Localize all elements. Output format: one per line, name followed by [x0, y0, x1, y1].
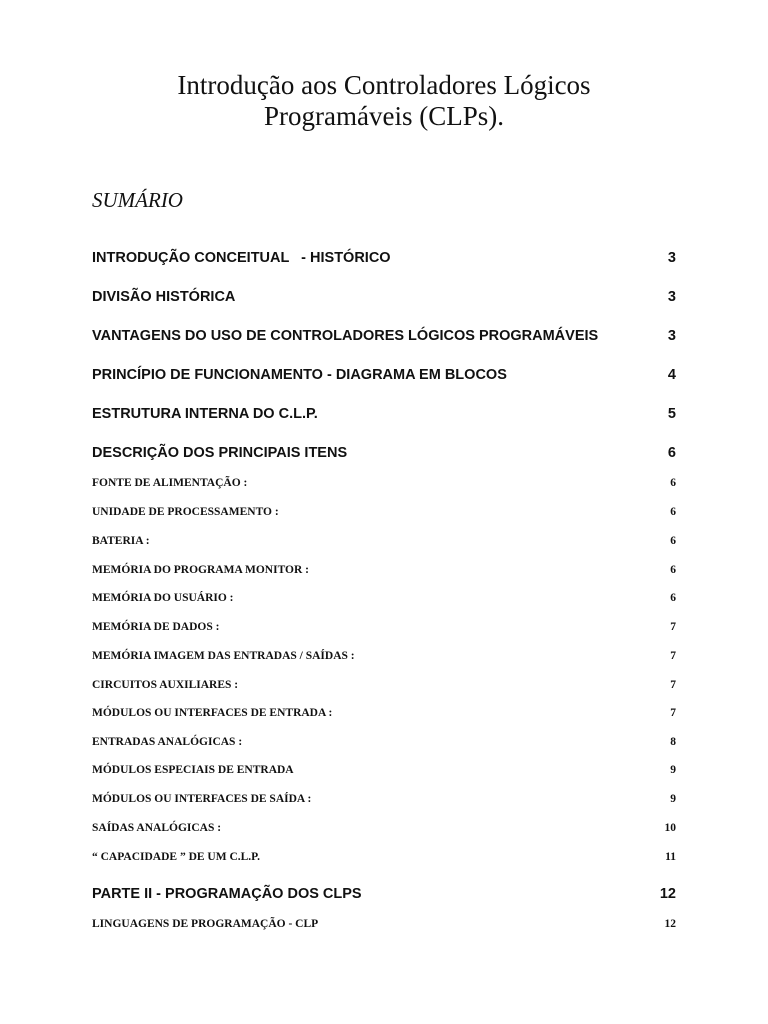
toc-subentry — [92, 679, 676, 691]
toc-entry-label: INTRODUÇÃO CONCEITUAL - HISTÓRICO — [92, 250, 391, 266]
toc-subentry-label: MÓDULOS OU INTERFACES DE SAÍDA : — [92, 793, 312, 805]
toc-subentry-page: 6 — [670, 535, 676, 547]
toc-subentry-label: MEMÓRIA IMAGEM DAS ENTRADAS / SAÍDAS : — [92, 650, 355, 662]
document-title — [0, 70, 768, 132]
toc-entry-page: 3 — [667, 250, 676, 266]
toc-entry-label: VANTAGENS DO USO DE CONTROLADORES LÓGICOS PROGRAMÁVEIS — [92, 328, 599, 344]
toc-entry-page: 4 — [667, 367, 676, 383]
toc-entry-label: DESCRIÇÃO DOS PRINCIPAIS ITENS — [92, 445, 348, 461]
toc-subentry-page: 7 — [670, 679, 676, 691]
toc-entry-label: PARTE II - PROGRAMAÇÃO DOS CLPS — [92, 886, 362, 902]
toc-subentry-page: 7 — [670, 707, 676, 719]
toc-entry — [92, 250, 676, 266]
toc-subentry — [92, 793, 676, 805]
toc-entry-page: 6 — [667, 445, 676, 461]
toc-subentry — [92, 650, 676, 662]
toc-subentry-page: 7 — [670, 621, 676, 633]
summary-heading: SUMÁRIO — [92, 188, 183, 212]
toc-entry-page: 3 — [667, 289, 676, 305]
toc-subentry-page: 8 — [670, 736, 676, 748]
toc-entry-label: DIVISÃO HISTÓRICA — [92, 289, 236, 305]
toc-entry-label: ESTRUTURA INTERNA DO C.L.P. — [92, 406, 318, 422]
toc-subentry-page: 6 — [670, 564, 676, 576]
toc-subentry — [92, 506, 676, 518]
toc-subentry-label: MEMÓRIA DE DADOS : — [92, 621, 220, 633]
toc-subentry-label: CIRCUITOS AUXILIARES : — [92, 679, 239, 691]
toc-entry — [92, 886, 676, 902]
toc-subentry-label: MÓDULOS ESPECIAIS DE ENTRADA — [92, 764, 294, 776]
toc-subentry-label: UNIDADE DE PROCESSAMENTO : — [92, 506, 279, 518]
toc-subentry-page: 9 — [670, 764, 676, 776]
toc-subentry — [92, 918, 676, 930]
toc-subentry-label: ENTRADAS ANALÓGICAS : — [92, 736, 243, 748]
toc-subentry-page: 6 — [670, 477, 676, 489]
toc-subentry — [92, 764, 676, 776]
toc-subentry — [92, 621, 676, 633]
toc-subentry-label: BATERIA : — [92, 535, 150, 547]
toc-entry-label: PRINCÍPIO DE FUNCIONAMENTO - DIAGRAMA EM BLOCOS — [92, 367, 507, 383]
toc-entry-page: 12 — [659, 886, 676, 902]
toc-subentry — [92, 592, 676, 604]
toc-subentry-label: SAÍDAS ANALÓGICAS : — [92, 822, 222, 834]
toc-entry — [92, 445, 676, 461]
toc-subentry — [92, 851, 676, 863]
toc-subentry-label: MEMÓRIA DO PROGRAMA MONITOR : — [92, 564, 310, 576]
toc-entry — [92, 328, 676, 344]
toc-entry — [92, 367, 676, 383]
document-title-line-1: Introdução aos Controladores Lógicos — [177, 70, 591, 100]
toc-subentry — [92, 707, 676, 719]
toc-subentry-label: MÓDULOS OU INTERFACES DE ENTRADA : — [92, 707, 333, 719]
toc-subentry-page: 9 — [670, 793, 676, 805]
toc-subentry-page: 10 — [664, 822, 676, 834]
toc-subentry — [92, 736, 676, 748]
toc-entry-page: 5 — [667, 406, 676, 422]
toc-subentry — [92, 477, 676, 489]
toc-subentry-page: 12 — [664, 918, 676, 930]
toc-subentry-page: 6 — [670, 506, 676, 518]
toc-subentry — [92, 822, 676, 834]
toc-subentry-label: LINGUAGENS DE PROGRAMAÇÃO - CLP — [92, 918, 319, 930]
toc-subentry-page: 11 — [665, 851, 676, 863]
toc-subentry-label: “ CAPACIDADE ” DE UM C.L.P. — [92, 851, 261, 863]
toc-subentry — [92, 564, 676, 576]
toc-subentry-page: 7 — [670, 650, 676, 662]
toc-entry — [92, 289, 676, 305]
document-title-line-2: Programáveis (CLPs). — [264, 101, 504, 131]
toc-entry — [92, 406, 676, 422]
toc-entry-page: 3 — [667, 328, 676, 344]
toc-subentry-label: FONTE DE ALIMENTAÇÃO : — [92, 477, 248, 489]
toc-subentry — [92, 535, 676, 547]
toc-subentry-label: MEMÓRIA DO USUÁRIO : — [92, 592, 234, 604]
toc-subentry-page: 6 — [670, 592, 676, 604]
